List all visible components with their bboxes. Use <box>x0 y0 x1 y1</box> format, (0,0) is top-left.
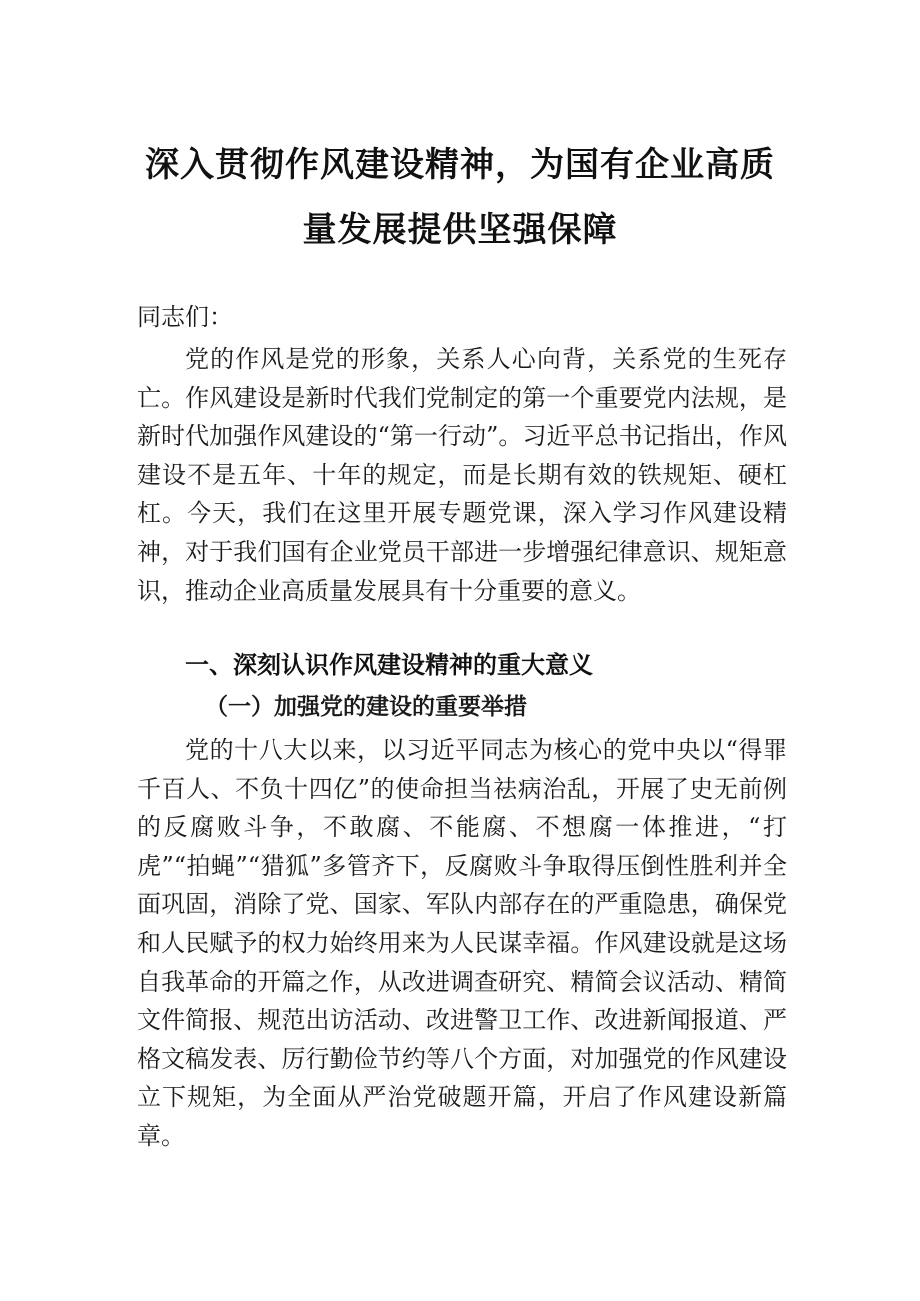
paragraph-intro: 党的作风是党的形象，关系人心向背，关系党的生死存亡。作风建设是新时代我们党制定的第一个重要党内法规，是新时代加强作风建设的“第一行动”。习近平总书记指出，作风建设不是五年、十年的规定，而是长期有效的铁规矩、硬杠杠。今天，我们在这里开展专题党课，深入学习作风建设精神，对于我们国有企业党员干部进一步增强纪律意识、规矩意识，推动企业高质量发展具有十分重要的意义。 <box>137 345 787 605</box>
section-heading: 一、深刻认识作风建设精神的重大意义 <box>185 651 593 679</box>
document-title-line-1: 深入贯彻作风建设精神，为国有企业高质 <box>145 145 775 185</box>
paragraph-subsection: 党的十八大以来，以习近平同志为核心的党中央以“得罪千百人、不负十四亿”的使命担当祛病治乱，开展了史无前例的反腐败斗争，不敢腐、不能腐、不想腐一体推进，“打虎”“拍蝇”“猎狐”多管齐下，反腐败斗争取得压倒性胜利并全面巩固，消除了党、国家、军队内部存在的严重隐患，确保党和人民赋予的权力始终用来为人民谋幸福。作风建设就是这场自我革命的开篇之作，从改进调查研究、精简会议活动、精简文件简报、规范出访活动、改进警卫工作、改进新闻报道、严格文稿发表、厉行勤俭节约等八个方面，对加强党的作风建设立下规矩，为全面从严治党破题开篇，开启了作风建设新篇章。 <box>137 736 787 1150</box>
salutation: 同志们： <box>137 303 233 331</box>
subsection-heading: （一）加强党的建设的重要举措 <box>205 693 527 720</box>
document-title-line-2: 量发展提供坚强保障 <box>302 210 618 250</box>
